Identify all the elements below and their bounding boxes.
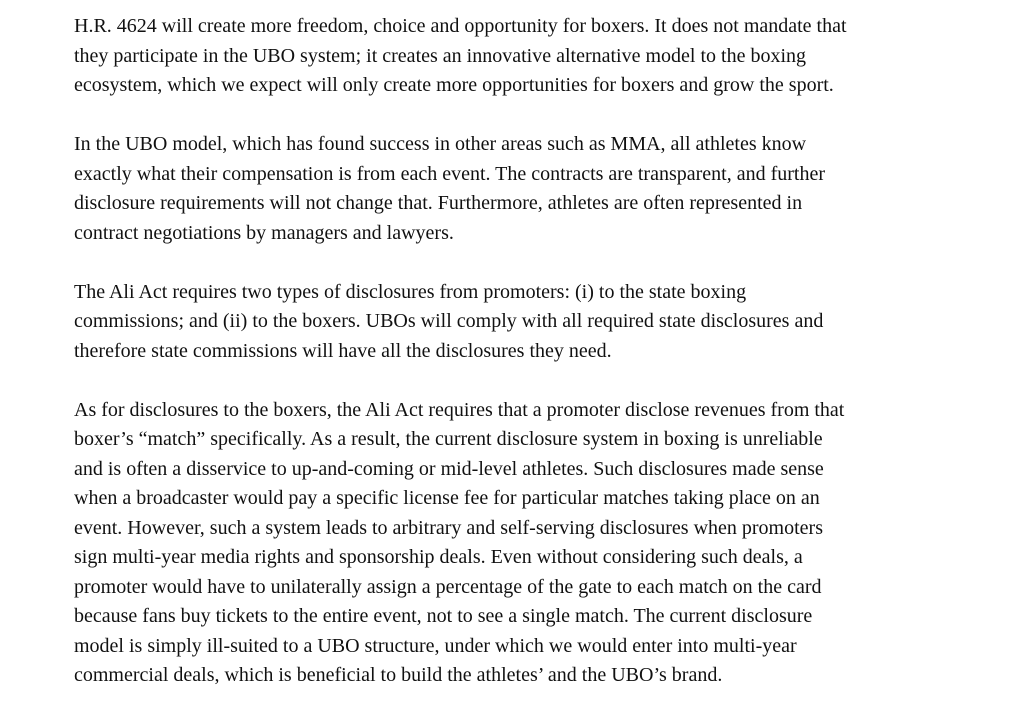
document-body bbox=[74, 12, 934, 691]
paragraph-ali-act-disclosures: The Ali Act requires two types of disclosures from promoters: (i) to the state boxing commissions; and (ii) to the boxers. UBOs will comply with all required state disclosures and therefore state commissions will have all the disclosures they need. bbox=[74, 280, 824, 362]
paragraph-boxer-disclosures: As for disclosures to the boxers, the Ali Act requires that a promoter disclose revenues from that boxer’s “match” specifically. As a result, the current disclosure system in boxing is unreliable and is often a disservice to up-and-coming or mid-level athletes. Such disclosures made sense when a broadcaster would pay a specific license fee for particular matches taking place on an event. However, such a system leads to arbitrary and self-serving disclosures when promoters sign multi-year media rights and sponsorship deals. Even without considering such deals, a promoter would have to unilaterally assign a percentage of the gate to each match on the card because fans buy tickets to the entire event, not to see a single match. The current disclosure model is simply ill-suited to a UBO structure, under which we would enter into multi-year commercial deals, which is beneficial to build the athletes’ and the UBO’s brand. bbox=[74, 398, 845, 686]
paragraph-hr4624-overview: H.R. 4624 will create more freedom, choice and opportunity for boxers. It does not mandate that they participate in the UBO system; it creates an innovative alternative model to the boxing ecosystem, which we expect will only create more opportunities for boxers and grow the sport. bbox=[74, 15, 847, 96]
paragraph-ubo-model: In the UBO model, which has found success in other areas such as MMA, all athletes know exactly what their compensation is from each event. The contracts are transparent, and further disclosure requirements will not change that. Furthermore, athletes are often represented in contract negotiations by managers and lawyers. bbox=[74, 133, 825, 244]
